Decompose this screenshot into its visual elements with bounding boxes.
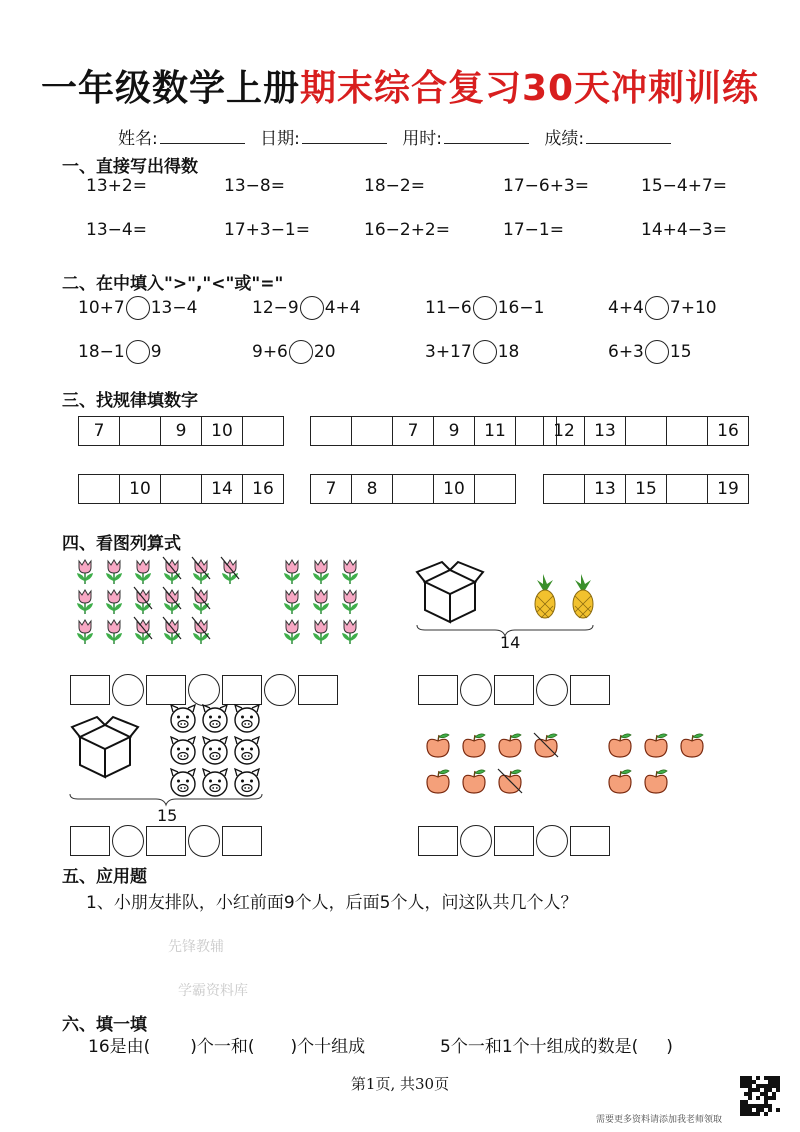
qr-module [776, 1088, 780, 1092]
tulip-icon [77, 560, 93, 584]
pineapple-icon [573, 574, 593, 618]
tulip-icon [77, 590, 93, 614]
section-2-title: 二、在中填入">","<"或"=" [62, 274, 284, 294]
qr-module [772, 1084, 776, 1088]
watermark-line-2: 学霸资料库 [178, 983, 248, 999]
brace-total-14: 14 [500, 633, 521, 652]
tulip-icon [193, 560, 209, 584]
right-expr: 18 [497, 342, 520, 362]
compare-circle[interactable] [300, 296, 324, 320]
box-icon [417, 562, 483, 622]
qr-module [740, 1076, 744, 1080]
left-expr: 10+7 [78, 298, 125, 318]
tulip-icon [164, 560, 180, 584]
page-number: 第1页, 共30页 [350, 1075, 450, 1093]
tulips-picture [70, 553, 380, 648]
qr-module [776, 1108, 780, 1112]
left-expr: 9+6 [252, 342, 288, 362]
fill-text-a: 16是由( [88, 1037, 151, 1057]
blank-cell[interactable] [243, 417, 283, 445]
equation: 13−8= [224, 176, 285, 196]
apple-icon [427, 734, 449, 757]
apples-picture [420, 725, 720, 805]
tulip-icon [342, 560, 358, 584]
answer-row-4 [418, 825, 610, 857]
qr-module [760, 1104, 764, 1108]
answer-box[interactable] [494, 675, 534, 705]
section-3-title: 三、找规律填数字 [62, 391, 198, 411]
comparison [608, 296, 717, 320]
qr-module [744, 1084, 748, 1088]
tulip-icon [106, 560, 122, 584]
tulip-icon [313, 620, 329, 644]
qr-module [752, 1088, 756, 1092]
qr-module [764, 1088, 768, 1092]
qr-module [776, 1084, 780, 1088]
qr-module [764, 1100, 768, 1104]
right-expr: 9 [150, 342, 162, 362]
apple-grid [427, 733, 703, 793]
qr-module [768, 1080, 772, 1084]
left-expr: 12−9 [252, 298, 299, 318]
qr-module [744, 1112, 748, 1116]
compare-circle[interactable] [126, 296, 150, 320]
pig-grid [171, 705, 259, 796]
blank-cell[interactable] [120, 417, 161, 445]
qr-module [768, 1084, 772, 1088]
watermark-line-1: 先锋教辅 [168, 939, 224, 955]
number-cell: 19 [717, 479, 739, 499]
blank-cell[interactable] [626, 417, 667, 445]
answer-box[interactable] [418, 675, 458, 705]
pig-icon [203, 769, 227, 796]
section-5-title: 五、应用题 [62, 867, 147, 887]
section-4-title: 四、看图列算式 [62, 534, 181, 554]
qr-module [744, 1108, 748, 1112]
number-cell: 10 [202, 417, 243, 445]
qr-module [772, 1092, 776, 1096]
qr-code-icon[interactable] [740, 1076, 780, 1116]
answer-box[interactable] [222, 826, 262, 856]
fill-text-b: )个一和( [190, 1037, 255, 1057]
number-cell: 10 [434, 475, 475, 503]
name-label: 姓名: [118, 129, 158, 149]
tulip-icon [164, 620, 180, 644]
qr-module [748, 1092, 752, 1096]
tulip-icon [284, 620, 300, 644]
apple-icon [463, 734, 485, 757]
blank-cell[interactable] [393, 475, 434, 503]
blank-cell[interactable] [352, 417, 393, 445]
time-label: 用时: [402, 129, 443, 149]
right-expr: 4+4 [324, 298, 361, 318]
qr-module [776, 1080, 780, 1084]
apple-icon [427, 770, 449, 793]
right-expr: 7+10 [669, 298, 717, 318]
box-pigs-picture [65, 700, 275, 812]
time-field[interactable] [444, 129, 529, 144]
right-expr: 13−4 [150, 298, 198, 318]
qr-module [772, 1096, 776, 1100]
pig-icon [171, 705, 195, 732]
number-cell: 8 [352, 475, 393, 503]
section-6-title: 六、填一填 [62, 1015, 147, 1035]
apple-icon [499, 734, 521, 757]
tulip-icon [284, 560, 300, 584]
box-icon [72, 717, 138, 777]
qr-module [744, 1076, 748, 1080]
score-field[interactable] [586, 129, 671, 144]
name-field[interactable] [160, 129, 245, 144]
number-cell: 15 [626, 475, 667, 503]
qr-module [752, 1104, 756, 1108]
blank-cell[interactable] [161, 475, 202, 503]
apple-icon [645, 734, 667, 757]
score-label: 成绩: [544, 129, 585, 149]
qr-module [756, 1112, 760, 1116]
compare-circle[interactable] [645, 340, 669, 364]
fill-blank-1 [88, 1032, 365, 1057]
qr-module [748, 1112, 752, 1116]
qr-module [756, 1104, 760, 1108]
apple-icon [681, 734, 703, 757]
title-black: 一年级数学上册 [40, 68, 300, 109]
apple-icon [645, 770, 667, 793]
apple-icon [609, 734, 631, 757]
tulip-icon [342, 590, 358, 614]
tulip-icon [164, 590, 180, 614]
blank-cell[interactable] [311, 417, 352, 445]
qr-module [748, 1084, 752, 1088]
qr-module [760, 1092, 764, 1096]
tulip-icon [135, 590, 151, 614]
number-cell: 9 [161, 417, 202, 445]
qr-module [752, 1080, 756, 1084]
qr-module [768, 1076, 772, 1080]
number-cell: 13 [585, 417, 626, 445]
answer-row-3 [70, 825, 262, 857]
number-cell: 10 [120, 475, 161, 503]
qr-module [740, 1112, 744, 1116]
equation: 13+2= [86, 176, 147, 196]
answer-box[interactable] [418, 826, 458, 856]
number-sequence [78, 416, 284, 446]
tulip-icon [313, 560, 329, 584]
tulip-icon [222, 560, 238, 584]
tulip-icon [342, 620, 358, 644]
apple-icon [609, 770, 631, 793]
qr-module [772, 1080, 776, 1084]
qr-module [772, 1076, 776, 1080]
number-cell: 16 [252, 479, 274, 499]
number-sequence [310, 416, 557, 446]
comparison [425, 296, 544, 320]
tulip-icon [106, 620, 122, 644]
qr-module [748, 1104, 752, 1108]
number-cell: 7 [79, 417, 120, 445]
qr-module [764, 1104, 768, 1108]
word-problem-1: 1、小朋友排队，小红前面9个人，后面5个人，问这队共几个人？ [86, 893, 578, 913]
blank-cell[interactable] [667, 475, 708, 503]
equation: 17+3−1= [224, 220, 310, 240]
number-sequence [543, 416, 749, 446]
brace-total-15: 15 [157, 806, 178, 825]
tulip-icon [193, 620, 209, 644]
left-expr: 3+17 [425, 342, 472, 362]
answer-row-2 [418, 674, 610, 706]
qr-module [748, 1076, 752, 1080]
number-cell: 7 [311, 475, 352, 503]
tulip-icon [135, 620, 151, 644]
number-sequence [543, 474, 749, 504]
fill-blank-2 [440, 1032, 673, 1057]
equation: 14+4−3= [641, 220, 727, 240]
left-expr: 18−1 [78, 342, 125, 362]
title-red: 期末综合复习30天冲刺训练 [299, 68, 760, 109]
compare-circle[interactable] [126, 340, 150, 364]
qr-module [744, 1092, 748, 1096]
equation: 17−1= [503, 220, 564, 240]
qr-module [748, 1080, 752, 1084]
qr-module [768, 1108, 772, 1112]
qr-module [776, 1076, 780, 1080]
comparison [252, 340, 336, 364]
operator-circle[interactable] [460, 825, 492, 857]
answer-box[interactable] [494, 826, 534, 856]
pig-icon [171, 737, 195, 764]
qr-module [752, 1112, 756, 1116]
qr-module [740, 1080, 744, 1084]
compare-circle[interactable] [289, 340, 313, 364]
answer-box[interactable] [570, 826, 610, 856]
equation: 18−2= [364, 176, 425, 196]
compare-circle[interactable] [473, 340, 497, 364]
qr-module [756, 1076, 760, 1080]
qr-module [760, 1084, 764, 1088]
qr-module [748, 1108, 752, 1112]
section-1-title: 一、直接写出得数 [62, 157, 198, 177]
right-expr: 16−1 [497, 298, 545, 318]
qr-module [748, 1096, 752, 1100]
left-expr: 4+4 [608, 298, 644, 318]
operator-circle[interactable] [112, 825, 144, 857]
equation: 16−2+2= [364, 220, 450, 240]
number-cell: 7 [393, 417, 434, 445]
qr-module [744, 1100, 748, 1104]
apple-icon [463, 770, 485, 793]
student-info [118, 124, 681, 149]
pig-icon [171, 769, 195, 796]
comparison [78, 296, 197, 320]
answer-box[interactable] [570, 675, 610, 705]
operator-circle[interactable] [188, 825, 220, 857]
answer-box[interactable] [146, 826, 186, 856]
qr-module [768, 1088, 772, 1092]
number-sequence [310, 474, 516, 504]
qr-module [768, 1096, 772, 1100]
number-cell: 11 [475, 417, 516, 445]
fill-text-c: )个十组成 [290, 1037, 366, 1057]
qr-module [764, 1092, 768, 1096]
qr-module [764, 1084, 768, 1088]
left-expr: 6+3 [608, 342, 644, 362]
tulip-icon [313, 590, 329, 614]
compare-circle[interactable] [473, 296, 497, 320]
blank-cell[interactable] [667, 417, 708, 445]
pig-icon [203, 737, 227, 764]
pineapple-icon [535, 574, 555, 618]
qr-module [748, 1088, 752, 1092]
qr-module [740, 1108, 744, 1112]
fill-text-d: 5个一和1个十组成的数是( [440, 1037, 639, 1057]
comparison [425, 340, 519, 364]
number-cell: 9 [434, 417, 475, 445]
number-cell: 12 [544, 417, 585, 445]
comparison [78, 340, 162, 364]
comparison [608, 340, 692, 364]
qr-module [756, 1088, 760, 1092]
right-expr: 15 [669, 342, 692, 362]
tulip-icon [284, 590, 300, 614]
qr-module [740, 1100, 744, 1104]
equation: 13−4= [86, 220, 147, 240]
operator-circle[interactable] [536, 825, 568, 857]
answer-box[interactable] [298, 675, 338, 705]
blank-cell[interactable] [475, 475, 515, 503]
blank-cell[interactable] [544, 475, 585, 503]
qr-module [764, 1112, 768, 1116]
number-sequence [78, 474, 284, 504]
qr-module [740, 1104, 744, 1108]
tulip-icon [193, 590, 209, 614]
blank-cell[interactable] [79, 475, 120, 503]
qr-module [740, 1084, 744, 1088]
tulip-grid [77, 557, 358, 644]
pig-icon [235, 769, 259, 796]
date-field[interactable] [302, 129, 387, 144]
pig-icon [235, 737, 259, 764]
right-expr: 20 [313, 342, 336, 362]
qr-module [744, 1080, 748, 1084]
brace [70, 794, 262, 805]
tulip-icon [135, 560, 151, 584]
corner-note: 需要更多资料请添加我老师领取 [596, 1115, 723, 1125]
compare-circle[interactable] [645, 296, 669, 320]
operator-circle[interactable] [536, 674, 568, 706]
number-cell: 13 [585, 475, 626, 503]
number-cell: 16 [717, 421, 739, 441]
tulip-icon [106, 590, 122, 614]
qr-module [756, 1096, 760, 1100]
pig-icon [235, 705, 259, 732]
qr-module [764, 1096, 768, 1100]
equation: 17−6+3= [503, 176, 589, 196]
answer-box[interactable] [70, 826, 110, 856]
date-label: 日期: [260, 129, 300, 149]
qr-module [756, 1084, 760, 1088]
qr-module [768, 1104, 772, 1108]
operator-circle[interactable] [460, 674, 492, 706]
qr-module [744, 1104, 748, 1108]
equation: 15−4+7= [641, 176, 727, 196]
tulip-icon [77, 620, 93, 644]
qr-module [756, 1108, 760, 1112]
page-title [0, 60, 800, 111]
pig-icon [203, 705, 227, 732]
comparison [252, 296, 361, 320]
qr-module [764, 1076, 768, 1080]
fill-text-e: ) [666, 1037, 673, 1057]
left-expr: 11−6 [425, 298, 472, 318]
qr-module [760, 1108, 764, 1112]
number-cell: 14 [202, 475, 243, 503]
